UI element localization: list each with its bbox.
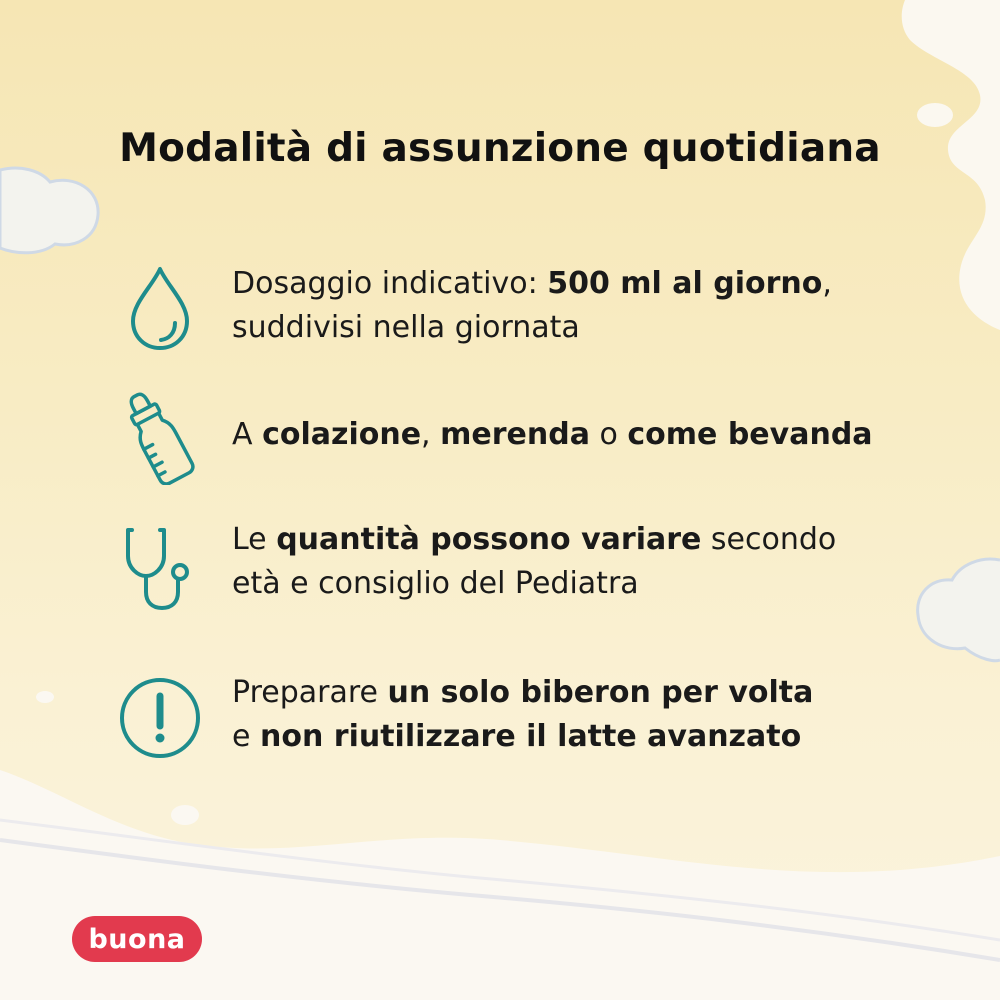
- cloud-left: [0, 168, 98, 253]
- bold-text: un solo biberon per volta: [387, 675, 814, 710]
- text-segment: Dosaggio indicativo:: [232, 266, 548, 301]
- list-item-text: [232, 413, 873, 457]
- list-item-text: [232, 671, 813, 759]
- bold-text: non riutilizzare il latte avanzato: [260, 719, 802, 754]
- baby-bottle-icon: [110, 385, 210, 485]
- bold-text: merenda: [440, 417, 590, 452]
- text-segment: secondo: [701, 522, 837, 557]
- list-item-text: [232, 518, 836, 606]
- text-segment: A: [232, 417, 263, 452]
- brand-logo-text: buona: [88, 923, 186, 955]
- milk-wave-bottom: [0, 770, 1000, 1000]
- bold-text: colazione: [262, 417, 422, 452]
- brand-logo: [72, 916, 202, 962]
- text-segment: e: [232, 719, 260, 754]
- text-segment: età e consiglio del Pediatra: [232, 566, 639, 601]
- cloud-right: [918, 559, 1000, 661]
- milk-drop-top-right: [917, 103, 953, 127]
- bold-text: 500 ml al giorno: [547, 266, 823, 301]
- bold-text: quantità possono variare: [276, 522, 702, 557]
- text-segment: ,: [822, 266, 832, 301]
- text-segment: ,: [421, 417, 441, 452]
- list-item-text: [232, 262, 832, 350]
- exclamation-circle-icon: [110, 668, 210, 768]
- text-segment: Le: [232, 522, 277, 557]
- page-title: Modalità di assunzione quotidiana: [119, 126, 881, 171]
- drop-icon: [110, 258, 210, 358]
- text-segment: Preparare: [232, 675, 388, 710]
- text-segment: suddivisi nella giornata: [232, 310, 580, 345]
- bold-text: come bevanda: [627, 417, 873, 452]
- stethoscope-icon: [110, 518, 210, 618]
- text-segment: o: [589, 417, 628, 452]
